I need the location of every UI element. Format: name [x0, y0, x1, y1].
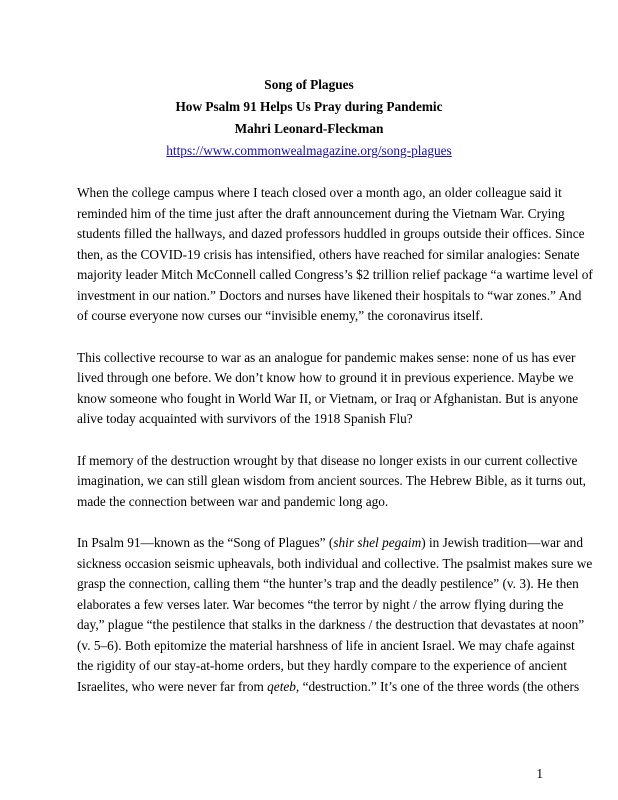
text-line: lived through one before. We don’t know how to ground it in previous experience. Maybe we — [77, 370, 574, 385]
text-line: know someone who fought in World War II, or Vietnam, or Iraq or Afghanistan. But is anyone — [77, 390, 579, 406]
paragraph — [77, 183, 593, 327]
text-line: the rigidity of our stay-at-home orders, but they hardly compare to the experience of ancient — [77, 658, 567, 673]
text-line: day,” plague “the pestilence that stalks in the darkness / the destruction that devastates at noon” — [77, 617, 585, 632]
text-line: elaborates a few verses later. War becomes “the terror by night / the arrow flying during the — [77, 596, 564, 612]
text-line: In Psalm 91—known as the “Song of Plagues” (shir shel pegaim) in Jewish tradition—war and — [77, 535, 583, 550]
text-line: investment in our nation.” Doctors and nurses have likened their hospitals to “war zones.” And — [77, 287, 582, 303]
paragraph — [77, 533, 593, 697]
text-line: of course everyone now curses our “invisible enemy,” the coronavirus itself. — [77, 308, 484, 323]
paragraph — [77, 348, 579, 430]
text-line: reminded him of the time just after the draft announcement during the Vietnam War. Crying — [77, 205, 565, 221]
text-line: majority leader Mitch McConnell called Congress’s $2 trillion relief package “a wartime level of — [77, 267, 593, 282]
text-line: then, as the COVID-19 crisis has intensified, others have reached for similar analogies: Senate — [77, 246, 580, 262]
text-line: (v. 5–6). Both epitomize the material harshness of life in ancient Israel. We may chafe against — [77, 637, 575, 653]
paragraph — [77, 451, 586, 513]
text-line: made the connection between war and pandemic long ago. — [77, 493, 389, 509]
document-title: Song of Plagues — [264, 77, 354, 92]
document-body — [77, 183, 593, 718]
text-line: When the college campus where I teach closed over a month ago, an older colleague said it — [77, 185, 562, 200]
text-line: students filled the hallways, and dazed professors huddled in groups outside their offices. Since — [77, 226, 585, 241]
text-line: alive today acquainted with survivors of the 1918 Spanish Flu? — [77, 411, 413, 426]
text-line: imagination, we can still glean wisdom from ancient sources. The Hebrew Bible, as it turns out, — [77, 473, 586, 488]
document-subtitle: How Psalm 91 Helps Us Pray during Pandemic — [175, 99, 443, 114]
text-line: Israelites, who were never far from qeteb, “destruction.” It’s one of the three words (the others — [77, 678, 580, 694]
document-author: Mahri Leonard-Fleckman — [234, 121, 384, 136]
text-line: If memory of the destruction wrought by that disease no longer exists in our current collective — [77, 452, 578, 468]
page-number: 1 — [536, 766, 543, 781]
text-line: grasp the connection, calling them “the hunter’s trap and the deadly pestilence” (v. 3). He then — [77, 576, 579, 591]
text-line: This collective recourse to war as an analogue for pandemic makes sense: none of us has ever — [77, 349, 576, 365]
source-link[interactable]: https://www.commonwealmagazine.org/song-plagues — [166, 143, 452, 158]
text-line: sickness occasion seismic upheavals, both individual and collective. The psalmist makes sure we — [77, 555, 593, 571]
document-header — [0, 74, 618, 162]
